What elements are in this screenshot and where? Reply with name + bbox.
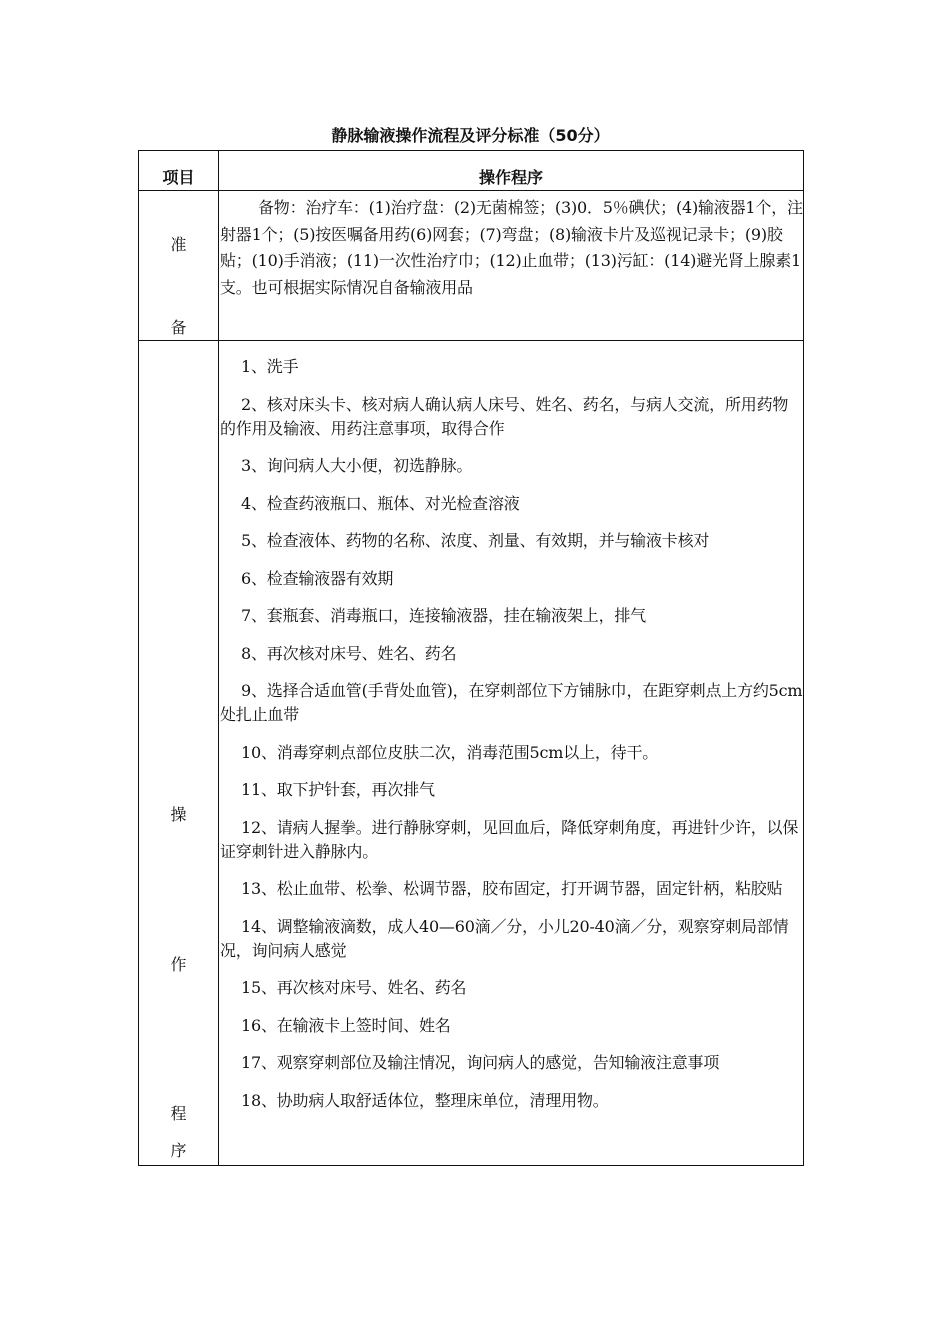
operation-step: 7、套瓶套、消毒瓶口，连接输液器，挂在输液架上，排气 — [241, 606, 646, 625]
preparation-content — [219, 191, 804, 341]
operation-step: 3、询问病人大小便，初选静脉。 — [241, 456, 473, 475]
operation-step: 1、洗手 — [241, 357, 299, 376]
operation-step: 15、再次核对床号、姓名、药名 — [241, 978, 467, 997]
operation-row — [139, 341, 804, 1166]
operation-step: 17、观察穿刺部位及输注情况，询问病人的感觉，告知输液注意事项 — [241, 1053, 720, 1072]
label-char: 程 — [170, 1104, 187, 1123]
label-char: 准 — [170, 235, 187, 254]
operation-step: 5、检查液体、药物的名称、浓度、剂量、有效期，并与输液卡核对 — [241, 531, 710, 550]
operation-step: 12、请病人握拳。进行静脉穿刺，见回血后，降低穿刺角度，再进针少许，以保证穿刺针进入静脉内。 — [220, 817, 799, 861]
preparation-text: 备物：治疗车：(1)治疗盘：(2)无菌棉签；(3)0．5％碘伏；(4)输液器1个，注射器1个；(5)按医嘱备用药(6)网套；(7)弯盘；(8)输液卡片及巡视记录卡；(9)胶贴；(10)手消液；(11)一次性治疗巾；(12)止血带；(13)污缸：(14)避光肾上腺素1支。也可根据实际情况自备输液用品 — [220, 198, 803, 297]
operation-step: 13、松止血带、松拳、松调节器，胶布固定，打开调节器，固定针柄，粘胶贴 — [241, 879, 783, 898]
header-procedure: 操作程序 — [219, 151, 804, 191]
operation-step: 14、调整输液滴数，成人40—60滴／分，小儿20-40滴／分，观察穿刺局部情况，询问病人感觉 — [220, 916, 789, 960]
document-title: 静脉输液操作流程及评分标准（50分） — [331, 126, 610, 145]
operation-step: 4、检查药液瓶口、瓶体、对光检查溶液 — [241, 493, 520, 513]
operation-step: 2、核对床头卡、核对病人确认病人床号、姓名、药名，与病人交流，所用药物的作用及输液、用药注意事项，取得合作 — [220, 394, 789, 438]
operation-label — [139, 341, 219, 1166]
operation-step: 16、在输液卡上签时间、姓名 — [241, 1015, 451, 1035]
label-char: 操 — [170, 805, 187, 824]
preparation-label — [139, 191, 219, 341]
table-header-row — [139, 151, 804, 191]
operation-step: 9、选择合适血管(手背处血管)，在穿刺部位下方铺脉巾，在距穿刺点上方约5cm处扎止血带 — [220, 681, 803, 724]
operation-step: 10、消毒穿刺点部位皮肤二次，消毒范围5cm以上，待干。 — [241, 742, 659, 762]
operation-steps-list — [219, 341, 803, 1113]
label-char: 作 — [170, 955, 187, 974]
operation-step: 8、再次核对床号、姓名、药名 — [241, 643, 457, 663]
preparation-row — [139, 191, 804, 341]
operation-step: 18、协助病人取舒适体位，整理床单位，清理用物。 — [241, 1090, 609, 1110]
operation-step: 6、检查输液器有效期 — [241, 568, 394, 588]
operation-step: 11、取下护针套，再次排气 — [241, 780, 435, 799]
scoring-table — [138, 150, 804, 1166]
header-item: 项目 — [139, 151, 219, 191]
label-char: 序 — [170, 1141, 187, 1160]
label-char: 备 — [170, 318, 187, 337]
operation-content — [219, 341, 804, 1166]
